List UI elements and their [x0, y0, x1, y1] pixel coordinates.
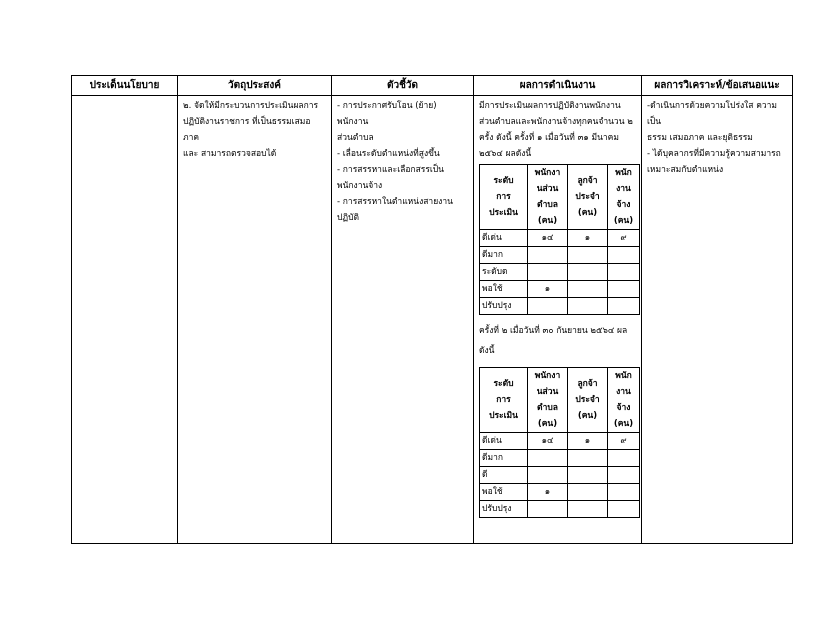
indicator-line: พนักงานจ้าง: [337, 181, 383, 191]
score-col-header-line: ระดับ: [493, 378, 514, 389]
score-cell-staff: ๑๔: [528, 432, 568, 449]
score-col-header-line: ประเมิน: [489, 208, 518, 218]
score-cell-perm: [568, 281, 608, 298]
objective-line: ปฏิบัติงานราชการ ที่เป็นธรรมเสมอภาค: [183, 117, 311, 143]
score-cell-temp: ๙: [608, 230, 640, 247]
score-cell-temp: [608, 281, 640, 298]
score-col-header: [528, 165, 568, 230]
indicator-line: ส่วนตำบล: [337, 133, 374, 143]
score-col-header-line: ประเมิน: [489, 410, 518, 421]
score-cell-temp: [608, 466, 640, 483]
score-col-header-line: ระดับ: [493, 176, 514, 186]
header-objective: วัตถุประสงค์: [178, 76, 332, 96]
result-cell: [474, 96, 642, 544]
score-cell-level: ดี: [480, 466, 528, 483]
score-row: [480, 483, 640, 500]
score-col-header-line: (คน): [613, 418, 634, 429]
score-col-header-line: (คน): [577, 208, 598, 218]
score-cell-staff: [528, 247, 568, 264]
score-row: [480, 500, 640, 517]
indicator-text: [332, 96, 473, 228]
score-cell-temp: [608, 247, 640, 264]
score-col-header-line: งาน: [616, 184, 631, 194]
score-cell-temp: [608, 264, 640, 281]
score-cell-temp: [608, 298, 640, 315]
score-cell-staff: ๑: [528, 281, 568, 298]
score-col-header-line: นส่วน: [536, 386, 559, 397]
score-col-header-line: ลูกจ้า: [577, 378, 598, 389]
analysis-cell: [642, 96, 793, 544]
score-cell-level: ปรับปรุง: [480, 298, 528, 315]
score-cell-level: ดีเด่น: [480, 432, 528, 449]
score-col-header-line: (คน): [577, 410, 598, 421]
score-col-header: [528, 367, 568, 432]
score-cell-level: ระดับด: [480, 264, 528, 281]
indicator-line: ปฏิบัติ: [337, 213, 360, 223]
score-row: [480, 298, 640, 315]
analysis-line: ธรรม เสมอภาค และยุติธรรม: [647, 133, 753, 143]
score-cell-staff: ๑: [528, 483, 568, 500]
header-row: [72, 76, 793, 96]
score-col-header-line: (คน): [537, 216, 558, 226]
score-cell-level: พอใช้: [480, 281, 528, 298]
score-col-header-line: จ้าง: [616, 200, 631, 210]
objective-line: ๒. จัดให้มีกระบวนการประเมินผลการ: [183, 101, 319, 111]
policy-table: [71, 75, 793, 544]
round2-intro-line: ดังนี้: [479, 346, 495, 356]
score-cell-perm: [568, 298, 608, 315]
score-cell-staff: [528, 466, 568, 483]
header-analysis: ผลการวิเคราะห์/ข้อเสนอแนะ: [642, 76, 793, 96]
score-row: [480, 449, 640, 466]
score-cell-perm: [568, 500, 608, 517]
score-col-header: [608, 367, 640, 432]
score-col-header-line: พนักงา: [534, 168, 561, 178]
score-cell-level: ดีมาก: [480, 449, 528, 466]
header-policy: ประเด็นนโยบาย: [72, 76, 178, 96]
result-intro-line: ๒๕๖๔ ผลดังนี้: [479, 149, 532, 159]
score-col-header-line: ตำบล: [537, 200, 558, 210]
objective-cell: [178, 96, 332, 544]
score-cell-temp: [608, 483, 640, 500]
score-cell-staff: [528, 264, 568, 281]
score-col-header-line: ประจำ: [575, 394, 600, 405]
indicator-line: - การประกาศรับโอน (ย้าย) พนักงาน: [337, 101, 437, 127]
round2-intro-text: [474, 315, 641, 367]
score-cell-staff: [528, 298, 568, 315]
score-col-header-line: พนัก: [615, 370, 632, 381]
score-cell-level: ดีเด่น: [480, 230, 528, 247]
score-cell-perm: [568, 264, 608, 281]
analysis-line: -ดำเนินการด้วยความโปร่งใส ความเป็น: [647, 101, 778, 127]
indicator-cell: [332, 96, 474, 544]
objective-line: และ สามารถตรวจสอบได้: [183, 149, 277, 159]
score-col-header-line: พนักงา: [534, 370, 561, 381]
result-intro-line: มีการประเมินผลการปฏิบัติงานพนักงาน: [479, 101, 621, 111]
score-row: [480, 230, 640, 247]
score-cell-perm: [568, 483, 608, 500]
score-col-header: [568, 367, 608, 432]
content-row: [72, 96, 793, 544]
objective-text: [178, 96, 331, 164]
round1-table: [479, 164, 640, 315]
score-col-header-line: (คน): [537, 418, 558, 429]
score-cell-staff: [528, 449, 568, 466]
indicator-line: - เลื่อนระดับตำแหน่งที่สูงขึ้น: [337, 149, 440, 159]
score-cell-perm: [568, 466, 608, 483]
score-cell-temp: [608, 500, 640, 517]
score-header-row: [480, 165, 640, 230]
score-row: [480, 281, 640, 298]
score-row: [480, 247, 640, 264]
score-col-header: [480, 165, 528, 230]
score-cell-level: พอใช้: [480, 483, 528, 500]
analysis-text: [642, 96, 792, 180]
analysis-line: - ได้บุคลากรที่มีความรู้ความสามารถ: [647, 149, 781, 159]
header-indicator: ตัวชี้วัด: [332, 76, 474, 96]
score-cell-perm: [568, 449, 608, 466]
score-col-header-line: ประจำ: [575, 192, 600, 202]
score-cell-perm: ๑: [568, 432, 608, 449]
score-col-header-line: (คน): [613, 216, 634, 226]
score-col-header-line: การ: [496, 192, 511, 202]
score-cell-level: ดีมาก: [480, 247, 528, 264]
indicator-line: - การสรรหาในตำแหน่งสายงาน: [337, 197, 453, 207]
score-col-header-line: การ: [496, 394, 511, 405]
policy-cell: [72, 96, 178, 544]
score-col-header-line: นส่วน: [536, 184, 559, 194]
round2-table: [479, 367, 640, 518]
result-intro-line: ส่วนตำบลและพนักงานจ้างทุกคนจำนวน ๒: [479, 117, 633, 127]
score-row: [480, 466, 640, 483]
score-cell-level: ปรับปรุง: [480, 500, 528, 517]
score-col-header: [480, 367, 528, 432]
score-col-header-line: งาน: [616, 386, 631, 397]
result-intro-text: [474, 96, 641, 164]
score-col-header: [568, 165, 608, 230]
header-result: ผลการดำเนินงาน: [474, 76, 642, 96]
score-col-header-line: ตำบล: [537, 402, 558, 413]
score-col-header-line: พนัก: [615, 168, 632, 178]
analysis-line: เหมาะสมกับตำแหน่ง: [647, 165, 724, 175]
score-row: [480, 432, 640, 449]
score-cell-temp: [608, 449, 640, 466]
score-col-header: [608, 165, 640, 230]
indicator-line: - การสรรหาและเลือกสรรเป็น: [337, 165, 444, 175]
score-cell-perm: [568, 247, 608, 264]
score-header-row: [480, 367, 640, 432]
score-cell-staff: ๑๔: [528, 230, 568, 247]
score-row: [480, 264, 640, 281]
result-intro-line: ครั้ง ดังนี้ ครั้งที่ ๑ เมื่อวันที่ ๓๑ มีนาคม: [479, 133, 619, 143]
score-cell-staff: [528, 500, 568, 517]
score-col-header-line: จ้าง: [616, 402, 631, 413]
score-col-header-line: ลูกจ้า: [577, 176, 598, 186]
score-cell-temp: ๙: [608, 432, 640, 449]
round2-intro-line: ครั้งที่ ๒ เมื่อวันที่ ๓๐ กันยายน ๒๕๖๔ ผล: [479, 325, 628, 336]
score-cell-perm: ๑: [568, 230, 608, 247]
